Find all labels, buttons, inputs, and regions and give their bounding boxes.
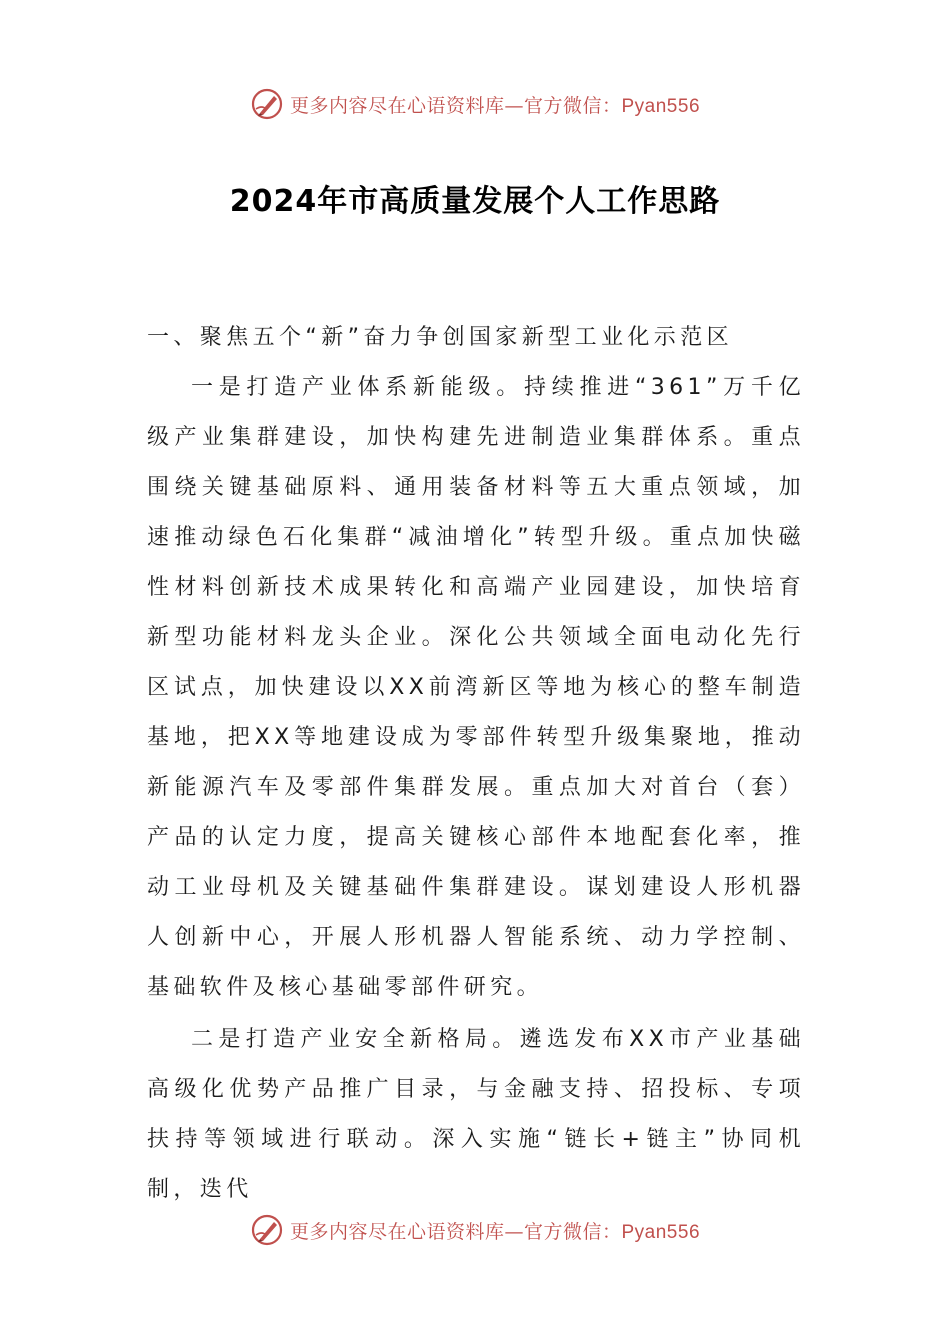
watermark-contact-id: Pyan556 — [621, 95, 701, 117]
watermark-separator: — — [504, 1220, 524, 1243]
section-heading: 一、聚焦五个“新”奋力争创国家新型工业化示范区 — [147, 325, 733, 350]
pen-circle-logo-icon — [250, 87, 284, 121]
watermark-slogan: 更多内容尽在心语资料库 — [289, 1220, 505, 1243]
pen-circle-logo-icon — [250, 1213, 284, 1247]
footer-watermark — [0, 1210, 950, 1250]
watermark-slogan: 更多内容尽在心语资料库 — [289, 94, 505, 117]
document-body — [147, 313, 805, 1215]
watermark-text — [290, 91, 700, 118]
watermark-separator: — — [504, 94, 524, 117]
paragraph-1: 一是打造产业体系新能级。持续推进“361”万千亿级产业集群建设，加快构建先进制造业集群体系。重点围绕关键基础原料、通用装备材料等五大重点领域，加速推动绿色石化集群“减油增化”转型升级。重点加快磁性材料创新技术成果转化和高端产业园建设，加快培育新型功能材料龙头企业。深化公共领域全面电动化先行区试点，加快建设以XX前湾新区等地为核心的整车制造基地，把XX等地建设成为零部件转型升级集聚地，推动新能源汽车及零部件集群发展。重点加大对首台（套）产品的认定力度，提高关键核心部件本地配套化率，推动工业母机及关键基础件集群建设。谋划建设人形机器人创新中心，开展人形机器人智能系统、动力学控制、基础软件及核心基础零部件研究。 — [147, 375, 805, 1000]
watermark-contact-label: 官方微信： — [523, 1220, 622, 1243]
document-title: 2024年市高质量发展个人工作思路 — [229, 184, 721, 219]
watermark-text — [290, 1217, 700, 1244]
watermark-contact-id: Pyan556 — [621, 1221, 701, 1243]
paragraph-2: 二是打造产业安全新格局。遴选发布XX市产业基础高级化优势产品推广目录，与金融支持、招投标、专项扶持等领域进行联动。深入实施“链长+链主”协同机制，迭代 — [147, 1027, 805, 1202]
header-watermark — [0, 84, 950, 124]
watermark-contact-label: 官方微信： — [523, 94, 622, 117]
